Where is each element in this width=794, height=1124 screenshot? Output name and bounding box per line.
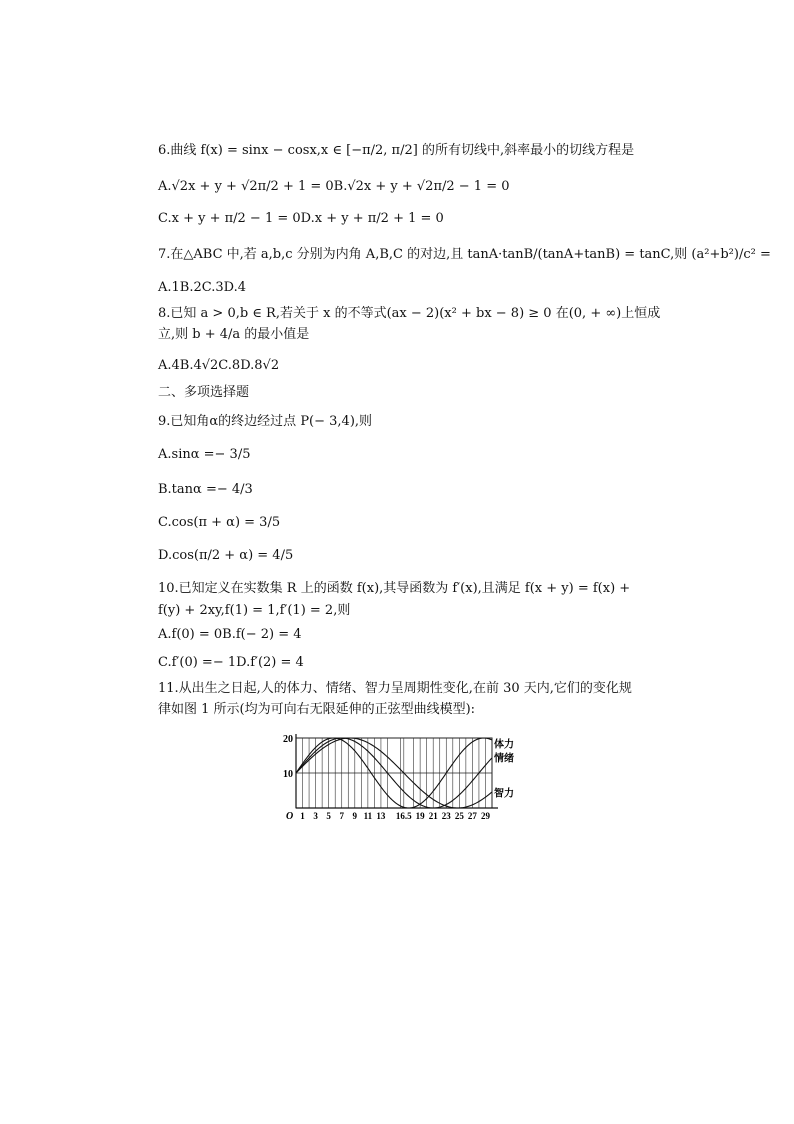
x-tick-label: 11 — [363, 811, 373, 820]
origin-label: O — [286, 811, 294, 820]
q8-stem-line1: 8.已知 a > 0,b ∈ R,若关于 x 的不等式(ax − 2)(x² + bx − 8) ≥ 0 在(0, + ∞)上恒成 — [158, 306, 661, 321]
q11-stem-line2: 律如图 1 所示(均为可向右无限延伸的正弦型曲线模型): — [158, 702, 476, 717]
series-label-3: 智力 — [494, 788, 514, 800]
q6-options-cd: C.x + y + π/2 − 1 = 0D.x + y + π/2 + 1 = 0 — [158, 211, 444, 226]
q10-options-ab: A.f(0) = 0B.f(− 2) = 4 — [158, 627, 302, 642]
x-tick-label: 19 — [415, 811, 425, 820]
x-tick-label: 13 — [376, 811, 386, 820]
q6-stem: 6.曲线 f(x) = sinx − cosx,x ∈ [−π/2, π/2] 的所有切线中,斜率最小的切线方程是 — [158, 143, 635, 158]
q7-stem: 7.在△ABC 中,若 a,b,c 分别为内角 A,B,C 的对边,且 tanA·tanB/(tanA+tanB) = tanC,则 (a²+b²)/c² = — [158, 247, 771, 262]
x-tick-label: 27 — [467, 811, 477, 820]
x-tick-label: 21 — [428, 811, 438, 820]
x-tick-label: 25 — [454, 811, 464, 820]
q10-stem-line2: f(y) + 2xy,f(1) = 1,f′(1) = 2,则 — [158, 603, 351, 618]
x-tick-label: 5 — [326, 811, 331, 820]
q11-stem-line1: 11.从出生之日起,人的体力、情绪、智力呈周期性变化,在前 30 天内,它们的变化规 — [158, 681, 632, 696]
x-tick-label: 23 — [441, 811, 451, 820]
series-label-1: 体力 — [494, 739, 514, 751]
y-tick-label: 10 — [283, 769, 293, 780]
q8-stem-line2: 立,则 b + 4/a 的最小值是 — [158, 327, 310, 342]
q9-option-c: C.cos(π + α) = 3/5 — [158, 515, 281, 530]
q9-option-d: D.cos(π/2 + α) = 4/5 — [158, 548, 294, 563]
q9-stem: 9.已知角α的终边经过点 P(− 3,4),则 — [158, 414, 373, 429]
biorhythm-chart — [276, 728, 526, 820]
x-tick-label: 9 — [352, 811, 358, 820]
x-tick-label: 29 — [480, 811, 490, 820]
x-tick-label: 7 — [339, 811, 344, 820]
q8-options: A.4B.4√2C.8D.8√2 — [158, 358, 280, 373]
q6-options-ab: A.√2x + y + √2π/2 + 1 = 0B.√2x + y + √2π/2 − 1 = 0 — [158, 179, 510, 194]
q9-option-b: B.tanα =− 4/3 — [158, 482, 253, 497]
y-tick-label: 20 — [283, 734, 293, 745]
q7-options: A.1B.2C.3D.4 — [158, 280, 246, 295]
x-tick-label: 1 — [300, 811, 305, 820]
q9-option-a: A.sinα =− 3/5 — [158, 447, 251, 462]
x-tick-label: 3 — [313, 811, 318, 820]
q10-options-cd: C.f′(0) =− 1D.f′(2) = 4 — [158, 655, 304, 670]
x-tick-label: 16.5 — [395, 811, 412, 820]
series-label-2: 情绪 — [494, 753, 514, 765]
q10-stem-line1: 10.已知定义在实数集 R 上的函数 f(x),其导函数为 f′(x),且满足 f(x + y) = f(x) + — [158, 581, 631, 596]
section-title: 二、多项选择题 — [158, 385, 250, 400]
